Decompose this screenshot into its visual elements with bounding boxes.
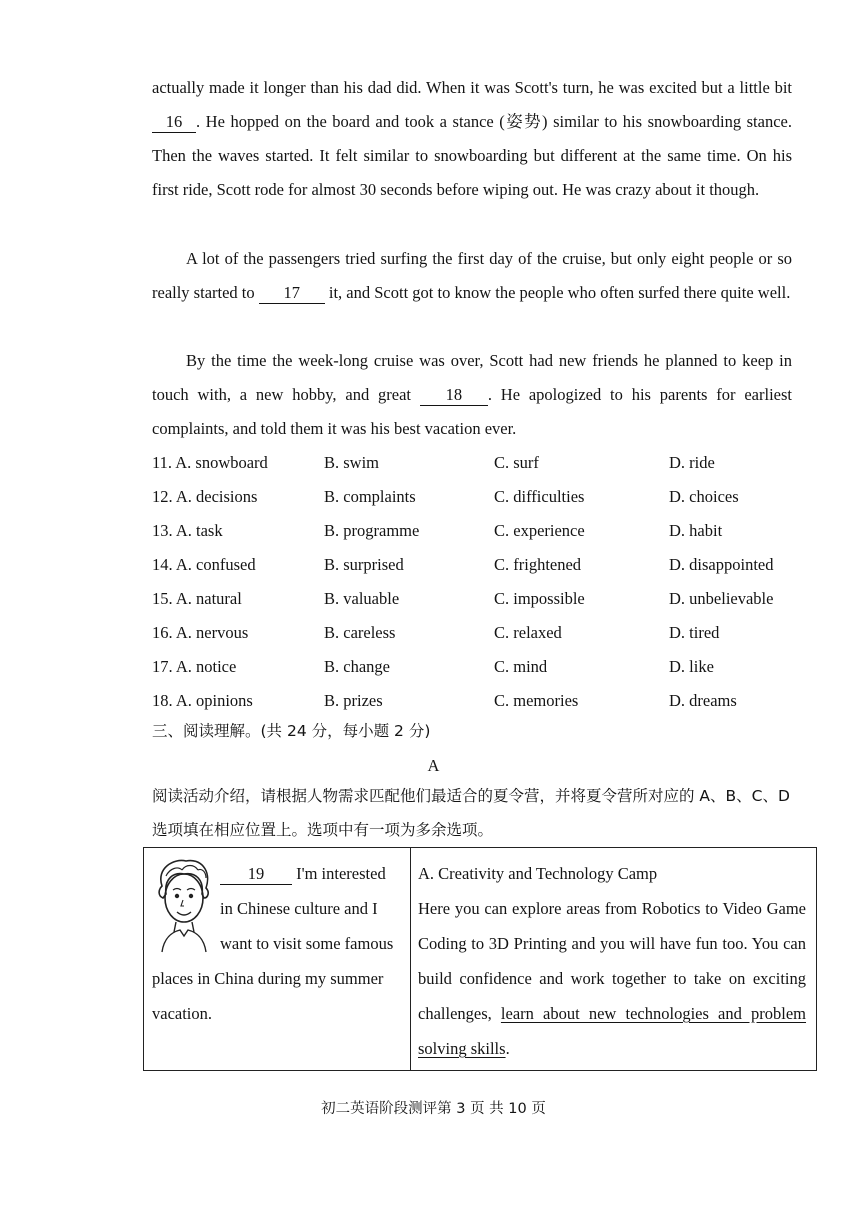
option-d[interactable]: D. tired bbox=[669, 623, 720, 642]
option-a[interactable]: 11. A. snowboard bbox=[152, 453, 268, 472]
question-row bbox=[152, 480, 792, 514]
page-footer: 初二英语阶段测评第 3 页 共 10 页 bbox=[321, 1101, 546, 1117]
blank-19[interactable]: 19 bbox=[220, 864, 292, 885]
option-a[interactable]: 16. A. nervous bbox=[152, 623, 249, 642]
matching-table bbox=[143, 847, 817, 1071]
camp-text-end: . bbox=[505, 1039, 510, 1058]
option-b[interactable]: B. valuable bbox=[324, 589, 400, 608]
question-row bbox=[152, 650, 792, 684]
option-b[interactable]: B. prizes bbox=[324, 691, 383, 710]
option-d[interactable]: D. choices bbox=[669, 487, 739, 506]
passage-text: it, and Scott got to know the people who often surfed there quite well. bbox=[324, 283, 791, 302]
option-b[interactable]: B. surprised bbox=[324, 555, 404, 574]
question-row bbox=[152, 616, 792, 650]
passage-paragraph-3 bbox=[152, 344, 792, 446]
question-row bbox=[152, 446, 792, 480]
passage-text: actually made it longer than his dad did. When it was Scott's turn, he was excited but a little bit bbox=[152, 78, 792, 97]
person-cell bbox=[152, 856, 402, 1031]
question-row bbox=[152, 684, 792, 718]
option-b[interactable]: B. programme bbox=[324, 521, 420, 540]
option-d[interactable]: D. disappointed bbox=[669, 555, 774, 574]
camp-underlined-text: learn about new technologies and problem solving skills bbox=[418, 1004, 807, 1058]
option-d[interactable]: D. habit bbox=[669, 521, 723, 540]
option-c[interactable]: C. difficulties bbox=[494, 487, 585, 506]
camp-description bbox=[418, 891, 806, 1066]
camp-text: Here you can explore areas from Robotics to Video Game Coding to 3D Printing and you will have fun too. You can build confidence and work together to take on exciting challenges, bbox=[418, 899, 806, 1023]
passage-text: . He apologized to his parents for earliest complaints, and told them it was his best vacation ever. bbox=[152, 385, 792, 438]
option-a[interactable]: 13. A. task bbox=[152, 521, 223, 540]
option-b[interactable]: B. complaints bbox=[324, 487, 416, 506]
option-a[interactable]: 18. A. opinions bbox=[152, 691, 253, 710]
option-b[interactable]: B. swim bbox=[324, 453, 380, 472]
blank-16[interactable]: 16 bbox=[152, 112, 196, 133]
option-d[interactable]: D. ride bbox=[669, 453, 715, 472]
option-d[interactable]: D. unbelievable bbox=[669, 589, 774, 608]
passage-text: By the time the week-long cruise was over, Scott had new friends he planned to keep in touch with, a new hobby, and great bbox=[152, 351, 792, 404]
question-row bbox=[152, 514, 792, 548]
passage-paragraph-1 bbox=[152, 71, 792, 207]
camp-title: A. Creativity and Technology Camp bbox=[418, 864, 658, 883]
part-label: A bbox=[427, 756, 440, 775]
camp-option-a bbox=[418, 856, 806, 1066]
option-a[interactable]: 17. A. notice bbox=[152, 657, 237, 676]
option-c[interactable]: C. experience bbox=[494, 521, 585, 540]
option-c[interactable]: C. impossible bbox=[494, 589, 585, 608]
question-row bbox=[152, 548, 792, 582]
option-c[interactable]: C. surf bbox=[494, 453, 539, 472]
option-c[interactable]: C. memories bbox=[494, 691, 579, 710]
boy-avatar-icon bbox=[152, 856, 214, 954]
section-instructions: 阅读活动介绍，请根据人物需求匹配他们最适合的夏令营，并将夏令营所对应的 A、B、C、D 选项填在相应位置上。选项中有一项为多余选项。 bbox=[152, 787, 790, 839]
question-row bbox=[152, 582, 792, 616]
person-need-text: I'm interested in Chinese culture and I want to visit some famous places in China during my summer vacation. bbox=[152, 864, 394, 1023]
option-b[interactable]: B. change bbox=[324, 657, 390, 676]
passage-text: . He hopped on the board and took a stance (姿势) similar to his snowboarding stance. Then the waves started. It felt similar to snowboarding but different at the same time. On his first ride, Scott rode for almost 30 seconds before wiping out. He was crazy about it though. bbox=[152, 112, 792, 199]
table-divider bbox=[410, 848, 411, 1070]
option-a[interactable]: 12. A. decisions bbox=[152, 487, 258, 506]
blank-18[interactable]: 18 bbox=[420, 385, 488, 406]
option-a[interactable]: 15. A. natural bbox=[152, 589, 242, 608]
option-d[interactable]: D. like bbox=[669, 657, 714, 676]
option-c[interactable]: C. mind bbox=[494, 657, 548, 676]
option-c[interactable]: C. relaxed bbox=[494, 623, 562, 642]
option-c[interactable]: C. frightened bbox=[494, 555, 582, 574]
option-b[interactable]: B. careless bbox=[324, 623, 396, 642]
option-a[interactable]: 14. A. confused bbox=[152, 555, 256, 574]
option-d[interactable]: D. dreams bbox=[669, 691, 737, 710]
section-heading: 三、阅读理解。(共 24 分，每小题 2 分) bbox=[152, 722, 431, 740]
blank-17[interactable]: 17 bbox=[259, 283, 325, 304]
passage-paragraph-2 bbox=[152, 242, 792, 310]
passage-text: A lot of the passengers tried surfing the first day of the cruise, but only eight people or so really started to bbox=[152, 249, 792, 302]
